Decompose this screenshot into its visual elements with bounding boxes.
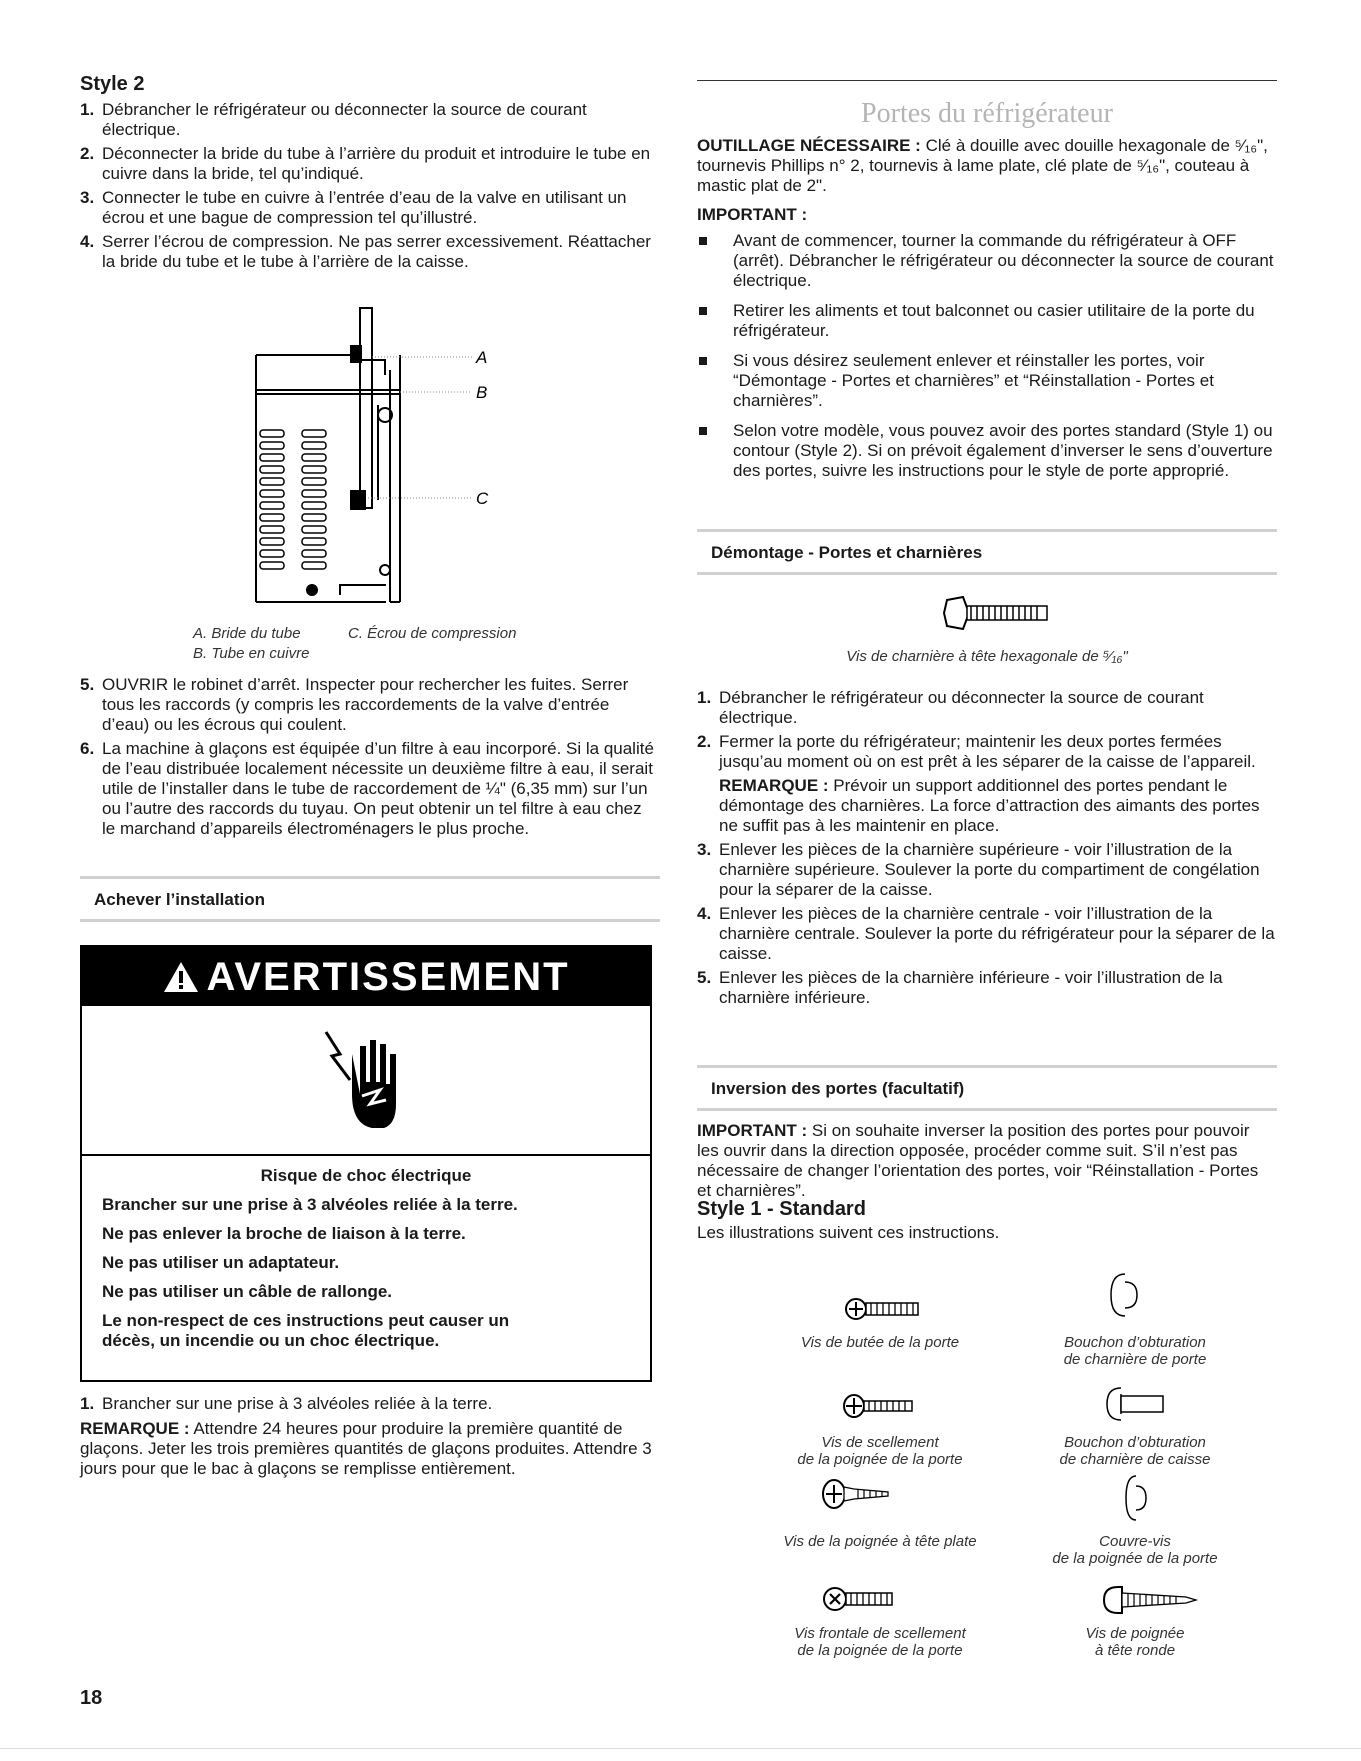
demontage-steps <box>697 688 1275 1012</box>
step-number: 1. <box>80 1394 95 1413</box>
steps-top-list <box>80 100 655 276</box>
inversion-label: IMPORTANT : <box>697 1121 808 1140</box>
hw-line: de charnière de porte <box>1063 1351 1207 1368</box>
step-number: 2. <box>697 732 712 751</box>
list-item <box>80 675 655 735</box>
warning-icon-area <box>82 1006 650 1156</box>
hw-line: Vis de butée de la porte <box>800 1334 960 1351</box>
remarque-text: Attendre 24 heures pour produire la première quantité de glaçons. Jeter les trois premières quantités de glaçons produites. Attendre 3 jours pour que le bac à glaçons se remplisse entièrement. <box>80 1419 652 1478</box>
demontage-heading: Démontage - Portes et charnières <box>697 529 1277 575</box>
outillage-label: OUTILLAGE NÉCESSAIRE : <box>697 136 921 155</box>
door-stop-screw-icon <box>844 1296 924 1322</box>
bullet-square <box>699 357 707 365</box>
list-item <box>80 1394 655 1414</box>
step-text: Enlever les pièces de la charnière inférieure - voir l’illustration de la charnière inférieure. <box>719 968 1223 1007</box>
step-text: OUVRIR le robinet d’arrêt. Inspecter pour rechercher les fuites. Serrer tous les raccords (y compris les raccordements de la valve d’entrée d’eau) ou les écrous qui coulent. <box>102 675 629 734</box>
label-bouchon-caisse <box>1000 1434 1270 1468</box>
remarque-label: REMARQUE : <box>719 776 829 795</box>
label-bouchon-porte <box>1000 1334 1270 1368</box>
warning-triangle-icon <box>162 960 200 994</box>
list-item <box>697 840 1275 900</box>
bullet-item <box>697 301 1275 341</box>
style1-heading: Style 1 - Standard <box>697 1198 866 1220</box>
label-vis-butee <box>740 1334 1020 1351</box>
important-label: IMPORTANT : <box>697 205 808 224</box>
list-item <box>80 100 655 140</box>
outillage-text: Clé à douille avec douille hexagonale de ⁵⁄₁₆", tournevis Phillips n° 2, tournevis à lame plate, clé plate de ⁵⁄₁₆", couteau à mastic plat de 2". <box>697 136 1268 195</box>
caption-a: A. Bride du tube <box>193 625 301 642</box>
step-number: 1. <box>697 688 712 707</box>
hw-line: Vis de scellement <box>821 1434 939 1451</box>
remarque-label: REMARQUE : <box>80 1419 190 1438</box>
warning-line: Ne pas utiliser un câble de rallonge. <box>102 1282 393 1301</box>
cabinet-hinge-plug-icon <box>1103 1384 1169 1424</box>
handle-seal-screw-icon <box>842 1393 918 1419</box>
front-seal-screw-icon <box>822 1584 898 1614</box>
list-item <box>697 732 1275 772</box>
bullet-text: Selon votre modèle, vous pouvez avoir des portes standard (Style 1) ou contour (Style 2). Si on prévoit également d’inverser le sens d’ouverture des portes, suivre les instructions pour le style de porte approprié. <box>733 421 1273 480</box>
hw-line: Vis frontale de scellement <box>794 1625 966 1642</box>
inversion-text: Si on souhaite inverser la position des portes pour pouvoir les ouvrir dans la direction opposée, procéder comme suit. S’il n’est pas nécessaire de changer l’orientation des portes, voir “Réinstallation - Portes et charnières”. <box>697 1121 1259 1200</box>
water-line-diagram <box>250 300 510 605</box>
warning-text <box>82 1156 650 1351</box>
hw-line: Vis de poignée <box>1085 1625 1185 1642</box>
label-vis-ronde <box>1000 1625 1270 1659</box>
list-item <box>80 188 655 228</box>
hw-line: Bouchon d’obturation <box>1064 1334 1206 1351</box>
flat-head-screw-icon <box>820 1477 894 1511</box>
warning-line: Brancher sur une prise à 3 alvéoles reliée à la terre. <box>102 1195 518 1214</box>
achever-heading: Achever l’installation <box>80 876 660 922</box>
hw-line: à tête ronde <box>1094 1642 1176 1659</box>
list-item <box>697 776 1275 836</box>
step-text: Serrer l’écrou de compression. Ne pas serrer excessivement. Réattacher la bride du tube et le tube à l’arrière de la caisse. <box>102 232 651 271</box>
steps-mid-list <box>80 675 655 843</box>
bottom-rule <box>0 1748 1361 1749</box>
step-text: Fermer la porte du réfrigérateur; maintenir les deux portes fermées jusqu’au moment où on est prêt à les séparer de la caisse de l’appareil. <box>719 732 1256 771</box>
bullet-item <box>697 351 1275 411</box>
step-number: 2. <box>80 144 95 163</box>
label-couvre-vis <box>1000 1533 1270 1567</box>
hex-hinge-screw-icon <box>943 596 1053 630</box>
list-item <box>697 904 1275 964</box>
step-number: 6. <box>80 739 95 758</box>
step-text: Brancher sur une prise à 3 alvéoles reliée à la terre. <box>102 1394 493 1413</box>
section-title: Portes du réfrigérateur <box>861 98 1113 129</box>
warning-title-text: AVERTISSEMENT <box>206 955 570 999</box>
bullet-square <box>699 237 707 245</box>
important-bullets <box>697 231 1275 491</box>
hinge-screw-caption: Vis de charnière à tête hexagonale de ⁵⁄₁₆" <box>846 648 1128 665</box>
remarque-paragraph <box>80 1419 655 1479</box>
bullet-text: Retirer les aliments et tout balconnet ou casier utilitaire de la porte du réfrigérateur. <box>733 301 1255 340</box>
outillage-paragraph <box>697 136 1275 196</box>
step-number: 5. <box>697 968 712 987</box>
screw-cover-icon <box>1120 1474 1160 1524</box>
step-number: 3. <box>697 840 712 859</box>
step-text: Enlever les pièces de la charnière supérieure - voir l’illustration de la charnière supérieure. Soulever la porte du compartiment de congélation pour la séparer de la caisse. <box>719 840 1260 899</box>
caption-b: B. Tube en cuivre <box>193 645 310 662</box>
list-item <box>80 739 655 839</box>
diagram-label-a: A <box>476 348 488 367</box>
hw-line: de la poignée de la porte <box>797 1642 963 1659</box>
final-step-list <box>80 1394 655 1418</box>
electric-shock-hand-icon <box>322 1024 402 1134</box>
list-item <box>697 688 1275 728</box>
label-vis-frontale <box>720 1625 1040 1659</box>
page-number: 18 <box>80 1687 103 1709</box>
warning-line: Ne pas utiliser un adaptateur. <box>102 1253 340 1272</box>
list-item <box>697 968 1275 1008</box>
bullet-square <box>699 307 707 315</box>
bullet-text: Si vous désirez seulement enlever et réinstaller les portes, voir “Démontage - Portes et charnières” et “Réinstallation - Portes et charnières”. <box>733 351 1214 410</box>
style2-heading: Style 2 <box>80 73 145 95</box>
step-text: Débrancher le réfrigérateur ou déconnecter la source de courant électrique. <box>719 688 1204 727</box>
warning-line: Ne pas enlever la broche de liaison à la terre. <box>102 1224 466 1243</box>
caption-c: C. Écrou de compression <box>348 625 517 642</box>
warning-line: Le non-respect de ces instructions peut causer un décès, un incendie ou un choc électrique. <box>102 1311 510 1350</box>
hw-line: Bouchon d’obturation <box>1064 1434 1206 1451</box>
step-text: Déconnecter la bride du tube à l’arrière du produit et introduire le tube en cuivre dans la bride, tel qu’indiqué. <box>102 144 651 183</box>
list-item <box>80 232 655 272</box>
list-item <box>80 144 655 184</box>
step-text: Connecter le tube en cuivre à l’entrée d’eau de la valve en utilisant un écrou et une bague de compression tel qu’illustré. <box>102 188 627 227</box>
step-number: 5. <box>80 675 95 694</box>
inversion-paragraph <box>697 1121 1275 1201</box>
hw-line: de la poignée de la porte <box>1052 1550 1218 1567</box>
hw-line: de charnière de caisse <box>1059 1451 1211 1468</box>
diagram-label-b: B <box>476 383 488 402</box>
remarque-text: Prévoir un support additionnel des portes pendant le démontage des charnières. La force d’attraction des aimants des portes ne suffit pas à les maintenir en place. <box>719 776 1260 835</box>
label-vis-scellement <box>740 1434 1020 1468</box>
warning-heading: Risque de choc électrique <box>260 1166 472 1185</box>
step-number: 4. <box>697 904 712 923</box>
step-number: 4. <box>80 232 95 251</box>
step-number: 3. <box>80 188 95 207</box>
step-number: 1. <box>80 100 95 119</box>
diagram-label-c: C <box>476 489 489 508</box>
label-vis-tete-plate <box>720 1533 1040 1550</box>
hw-line: de la poignée de la porte <box>797 1451 963 1468</box>
round-head-screw-icon <box>1100 1585 1200 1615</box>
warning-box <box>80 945 652 1382</box>
warning-title <box>82 947 650 1006</box>
bullet-item <box>697 421 1275 481</box>
step-text: Enlever les pièces de la charnière centrale - voir l’illustration de la charnière centrale. Soulever la porte du réfrigérateur pour la séparer de la caisse. <box>719 904 1275 963</box>
bullet-square <box>699 427 707 435</box>
style1-intro: Les illustrations suivent ces instructions. <box>697 1223 1000 1242</box>
hw-line: Couvre-vis <box>1099 1533 1171 1550</box>
step-text: La machine à glaçons est équipée d’un filtre à eau incorporé. Si la qualité de l’eau distribuée localement nécessite un deuxième filtre à eau, il serait utile de l’installer dans le tube de raccordement de ¼" (6,35 mm) sur l’un ou l’autre des raccords du tuyau. On peut obtenir un tel filtre à eau chez le marchand d’appareils électroménagers le plus proche. <box>102 739 654 838</box>
hw-line: Vis de la poignée à tête plate <box>783 1533 977 1550</box>
step-text: Débrancher le réfrigérateur ou déconnecter la source de courant électrique. <box>102 100 587 139</box>
bullet-item <box>697 231 1275 291</box>
inversion-heading: Inversion des portes (facultatif) <box>697 1065 1277 1111</box>
door-hinge-plug-icon <box>1105 1270 1145 1320</box>
section-rule <box>697 80 1277 81</box>
bullet-text: Avant de commencer, tourner la commande du réfrigérateur à OFF (arrêt). Débrancher le réfrigérateur ou déconnecter la source de courant électrique. <box>733 231 1274 290</box>
